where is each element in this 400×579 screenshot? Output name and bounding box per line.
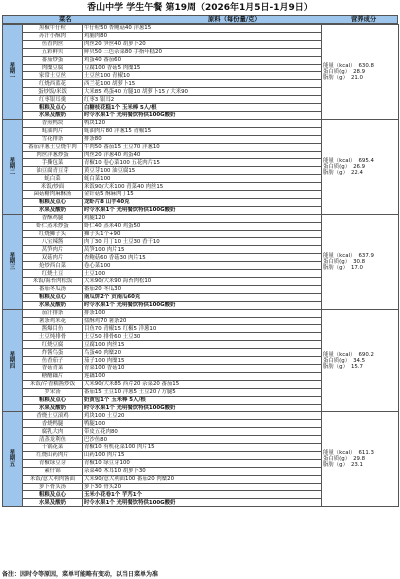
dish-name: 米饭/炒面 — [23, 183, 83, 191]
dish-ingredients: 金针菇5 酥麻肉丁15 — [83, 191, 322, 199]
table-header — [2, 15, 398, 24]
nutrition-protein-label: 蛋白质(g） — [323, 68, 351, 75]
nutrition-fat-value: 21.0 — [350, 74, 363, 81]
dish-ingredients: 龙虾片8 山芋40克 — [83, 198, 322, 206]
nutrition-cell — [322, 412, 399, 507]
dish-ingredients: 盐酥鸡70 薯条20 — [83, 317, 322, 325]
nutrition-fat-label: 脂肪（g） — [323, 74, 348, 81]
dish-ingredients: 山药100 肉片15 — [83, 451, 322, 459]
dish-name: 水果及酸奶 — [23, 206, 83, 214]
dish-ingredients: 青菜100 香菇10 — [83, 364, 322, 372]
dish-ingredients: 时令水果1个 光明餐饮特供100G酸奶 — [83, 499, 322, 507]
dish-name: 双菇肉片 — [23, 254, 83, 262]
nutrition-fat-value: 22.4 — [350, 169, 363, 176]
dish-name: 粗粮及点心 — [23, 293, 83, 301]
dish-name: 腐乳大肉 — [23, 428, 83, 436]
dish-ingredients: 豆腐100 香菇5 肉糜15 — [83, 64, 322, 72]
dish-ingredients: 青椒10 绿豆芽100 — [83, 459, 322, 467]
dish-ingredients: 玉米小花卷1个 芋艿1个 — [83, 491, 322, 499]
dish-name: 蚝油肉片 — [23, 127, 83, 135]
dish-name: 素什锦 — [23, 467, 83, 475]
nutrition-cell — [322, 119, 399, 214]
dish-ingredients: 大米85 鸡蛋40 方腿10 胡萝卜15 / 大米90 — [83, 88, 322, 96]
nutrition-fat-label: 脂肪（g） — [323, 462, 348, 469]
nutrition-energy-value: 630.8 — [358, 62, 374, 69]
nutrition-fat-value: 15.7 — [350, 363, 363, 370]
header-ingredients: 原料（每份量/克） — [208, 16, 261, 23]
dish-name: 香酥鸡腿 — [23, 214, 83, 222]
dish-ingredients: 鸭腿100 — [83, 420, 322, 428]
nutrition-cell — [322, 309, 399, 412]
nutrition-protein-value: 29.8 — [353, 456, 366, 463]
dish-name: 水果及酸奶 — [23, 301, 83, 309]
dish-name: 酱爆目鱼 — [23, 325, 83, 333]
dish-ingredients: 豆腐100 肉丝15 — [83, 341, 322, 349]
dish-ingredients: 番茄20 冬瓜30 — [83, 285, 322, 293]
page-title: 香山中学 学生午餐 第19周（2026年1月5日-1月9日） — [87, 3, 313, 13]
dish-name: 红烧山药肉片 — [23, 451, 83, 459]
dish-ingredients: 目鱼70 青椒15 红椒5 洋葱10 — [83, 325, 322, 333]
nutrition-energy-label: 能量（kcal） — [323, 450, 356, 457]
nutrition-fat — [323, 170, 397, 176]
dish-name: 红烧豆腐 — [23, 341, 83, 349]
nutrition-energy-label: 能量（kcal） — [323, 62, 356, 69]
dish-ingredients: 大米90/意大利面100 番茄20 肉糜20 — [83, 475, 322, 483]
dish-ingredients: 杂菜40 木耳10 胡萝卜30 — [83, 467, 322, 475]
nutrition-energy-label: 能量（kcal） — [323, 351, 356, 358]
dish-name: 干锅花菜 — [23, 444, 83, 452]
dish-name: 水果及酸奶 — [23, 499, 83, 507]
dish-name: 水果及酸奶 — [23, 111, 83, 119]
dish-name: 水果及酸奶 — [23, 404, 83, 412]
dish-name: 香煎鸭块 — [23, 119, 83, 127]
nutrition-energy-value: 695.4 — [358, 157, 374, 164]
dish-ingredients: 鸡脯肉80 — [83, 32, 322, 40]
day-label: 星 期 五 — [3, 412, 23, 507]
nutrition-cell — [322, 214, 399, 309]
dish-name: 红烧狮子头 — [23, 230, 83, 238]
dish-name: 香菇青菜 — [23, 364, 83, 372]
dish-name: 粗粮及点心 — [23, 396, 83, 404]
dish-name: 青椒绿豆芽 — [23, 459, 83, 467]
nutrition-fat — [323, 265, 397, 271]
nutrition-protein-label: 蛋白质(g） — [323, 456, 351, 463]
day-label: 星 期 一 — [3, 25, 23, 120]
dish-ingredients: 鸡腿120 — [83, 214, 322, 222]
dish-ingredients: 牛肉50 番茄15 土豆70 洋葱10 — [83, 143, 322, 151]
dish-name: 油豆腐青豆芽 — [23, 167, 83, 175]
dish-ingredients: 蚝油肉片80 洋葱15 青椒15 — [83, 127, 322, 135]
dish-ingredients: 巴沙鱼80 — [83, 436, 322, 444]
day-label: 星 期 三 — [3, 214, 23, 309]
nutrition-protein-label: 蛋白质(g） — [323, 258, 351, 265]
dish-name: 苏汁小酥肉 — [23, 32, 83, 40]
header-dish: 菜名 — [59, 16, 72, 23]
nutrition-fat-label: 脂肪（g） — [323, 264, 348, 271]
table-row — [3, 214, 399, 222]
dish-ingredients: 蚝白菜100 — [83, 175, 322, 183]
dish-ingredients: 米饭90/大米100 青菜40 肉丝15 — [83, 183, 322, 191]
nutrition-fat-label: 脂肪（g） — [323, 363, 348, 370]
dish-name: 罗宋汤 — [23, 388, 83, 396]
nutrition-fat — [323, 75, 397, 81]
dish-name: 清蒸龙利鱼 — [23, 436, 83, 444]
nutrition-energy-value: 637.9 — [358, 252, 374, 259]
dish-ingredients: 青椒10 有机花菜100 肉片15 — [83, 444, 322, 452]
dish-ingredients: 卷心菜100 — [83, 262, 322, 270]
dish-ingredients: 白糖枝花糕1个 玉米棒 5人/根 — [83, 104, 322, 112]
dish-ingredients: 时令水果1个 光明餐饮特供100G酸奶 — [83, 111, 322, 119]
dish-ingredients: 鸡块100 土豆20 — [83, 412, 322, 420]
nutrition-fat — [323, 462, 397, 468]
dish-ingredients: 鲜贝50 三色杂菜80 手指年糕20 — [83, 48, 322, 56]
dish-ingredients: 西兰花100 胡萝卜15 — [83, 80, 322, 88]
dish-ingredients: 鸟蛋40 肉糜20 — [83, 349, 322, 357]
dish-name: 萝卜骨头汤 — [23, 483, 83, 491]
nutrition-cell — [322, 25, 399, 120]
dish-name: 蚝白菜 — [23, 175, 83, 183]
dish-ingredients: 土豆50 排骨60 土豆30 — [83, 333, 322, 341]
dish-ingredients: 排条80 — [83, 135, 322, 143]
nutrition-protein-value: 30.8 — [353, 258, 366, 265]
dish-ingredients: 土豆丝100 青椒10 — [83, 72, 322, 80]
dish-ingredients: 奶黄包1个 玉米棒 5人/根 — [83, 396, 322, 404]
nutrition-protein-value: 28.9 — [353, 68, 366, 75]
day-label: 星 期 二 — [3, 119, 23, 214]
dish-ingredients: 肉丁30 月丁10 土豆30 香干10 — [83, 238, 322, 246]
table-row — [3, 412, 399, 420]
dish-ingredients: 牛仔粒50 杏鲍菇40 洋葱15 — [83, 25, 322, 33]
dish-name: 家常土豆丝 — [23, 72, 83, 80]
dish-name: 五彩鲜贝 — [23, 48, 83, 56]
dish-ingredients: 时令水果1个 光明餐饮特供100G酸奶 — [83, 206, 322, 214]
nutrition-fat — [323, 364, 397, 370]
nutrition-fat-label: 脂肪（g） — [323, 169, 348, 176]
menu-table — [2, 24, 399, 507]
dish-name: 米饭/海苔肉松饭 — [23, 278, 83, 286]
dish-ingredients: 肉丝20 笋丝40 胡萝卜20 — [83, 40, 322, 48]
dish-name: 糖醋藕片 — [23, 372, 83, 380]
dish-ingredients: 土豆100 — [83, 270, 322, 278]
nutrition-protein-label: 蛋白质(g） — [323, 357, 351, 364]
dish-ingredients: 杏鲍菇60 香菇30 肉片15 — [83, 254, 322, 262]
dish-name: 虾仁蒸米炒蛋 — [23, 222, 83, 230]
dish-name: 雪花排条 — [23, 135, 83, 143]
dish-ingredients: 带皮五花肉80 — [83, 428, 322, 436]
header-nutrition: 营养成分 — [351, 16, 377, 23]
dish-name: 红枣银耳羹 — [23, 96, 83, 104]
nutrition-fat-value: 23.1 — [350, 462, 363, 469]
dish-ingredients: 鸭块120 — [83, 119, 322, 127]
dish-name: 肉丝洋葱炒蛋 — [23, 151, 83, 159]
dish-ingredients: 黄豆芽100 油豆腐15 — [83, 167, 322, 175]
dish-name: 香烧土豆滚鸡 — [23, 412, 83, 420]
dish-ingredients: 红枣3 银耳2 — [83, 96, 322, 104]
nutrition-energy-label: 能量（kcal） — [323, 252, 356, 259]
dish-name: 鱼香茄子 — [23, 357, 83, 365]
nutrition-protein-value: 26.9 — [353, 163, 366, 170]
dish-name: 炸酱鸟蛋 — [23, 349, 83, 357]
dish-ingredients: 时令水果1个 光明餐饮特供100G酸奶 — [83, 404, 322, 412]
dish-name: 黑椒牛仔粒 — [23, 25, 83, 33]
dish-ingredients: 鸡蛋40 番茄60 — [83, 56, 322, 64]
table-row — [3, 119, 399, 127]
dish-ingredients: 大米90/大米90 海苔肉松10 — [83, 278, 322, 286]
dish-name: 红烧西蓝花 — [23, 80, 83, 88]
dish-name: 番茄洋葱土豆烧牛肉 — [23, 143, 83, 151]
dish-name: 红烧土豆 — [23, 270, 83, 278]
nutrition-protein-label: 蛋白质(g） — [323, 163, 351, 170]
dish-ingredients: 狮子头1个+90 — [83, 230, 322, 238]
dish-name: 茄汁排条 — [23, 309, 83, 317]
dish-name: 米饭/芹香糯酱炒饭 — [23, 380, 83, 388]
dish-name: 鱼香肉丝 — [23, 40, 83, 48]
dish-name: 土豆炖排骨 — [23, 333, 83, 341]
dish-name: 八宝辣酱 — [23, 238, 83, 246]
dish-ingredients: 南瓜饼2个 贡南瓜60克 — [83, 293, 322, 301]
dish-ingredients: 萝卜30 骨头20 — [83, 483, 322, 491]
dish-name: 米饭/意大利肉酱面 — [23, 475, 83, 483]
dish-ingredients: 虾仁40 蒸米40 鸡蛋50 — [83, 222, 322, 230]
table-row — [3, 25, 399, 33]
dish-name: 薯条鸡米花 — [23, 317, 83, 325]
dish-name: 莴笋肉片 — [23, 246, 83, 254]
dish-ingredients: 大米90/大米85 西芹20 杂菜20 番茄15 — [83, 380, 322, 388]
dish-ingredients: 时令水果1个 光明餐饮特供100G酸奶 — [83, 301, 322, 309]
dish-name: 手撕包菜 — [23, 159, 83, 167]
dish-ingredients: 青椒10 卷心菜100 五花肉片15 — [83, 159, 322, 167]
dish-ingredients: 茄子100 肉糜15 — [83, 357, 322, 365]
footnote: 备注：因时令等原因，菜单可能略有变动，以当日菜单为准 — [2, 571, 159, 578]
dish-name: 粗粮及点心 — [23, 198, 83, 206]
table-row — [3, 309, 399, 317]
dish-name: 菌菇糖肉麻酥汤 — [23, 191, 83, 199]
nutrition-protein-value: 34.5 — [353, 357, 366, 364]
nutrition-energy-label: 能量（kcal） — [323, 157, 356, 164]
dish-name: 香烧鸭腿 — [23, 420, 83, 428]
dish-name: 粗粮及点心 — [23, 491, 83, 499]
dish-name: 番茄冬瓜汤 — [23, 285, 83, 293]
dish-ingredients: 肉丝20 洋葱40 鸡蛋40 — [83, 151, 322, 159]
dish-name: 炝炒西白菜 — [23, 262, 83, 270]
dish-ingredients: 莲藕100 — [83, 372, 322, 380]
dish-ingredients: 莴笋100 肉片15 — [83, 246, 322, 254]
dish-name: 番茄炒蛋 — [23, 56, 83, 64]
dish-name: 蛋炒饭/米饭 — [23, 88, 83, 96]
nutrition-energy-value: 690.2 — [358, 351, 374, 358]
dish-name: 肉糜豆腐 — [23, 64, 83, 72]
nutrition-fat-value: 17.0 — [350, 264, 363, 271]
dish-ingredients: 番茄15 土豆10 洋葱5 土豆20 / 方腿5 — [83, 388, 322, 396]
nutrition-energy-value: 611.3 — [358, 450, 374, 457]
dish-ingredients: 排条100 — [83, 309, 322, 317]
dish-name: 粗粮及点心 — [23, 104, 83, 112]
day-label: 星 期 四 — [3, 309, 23, 412]
